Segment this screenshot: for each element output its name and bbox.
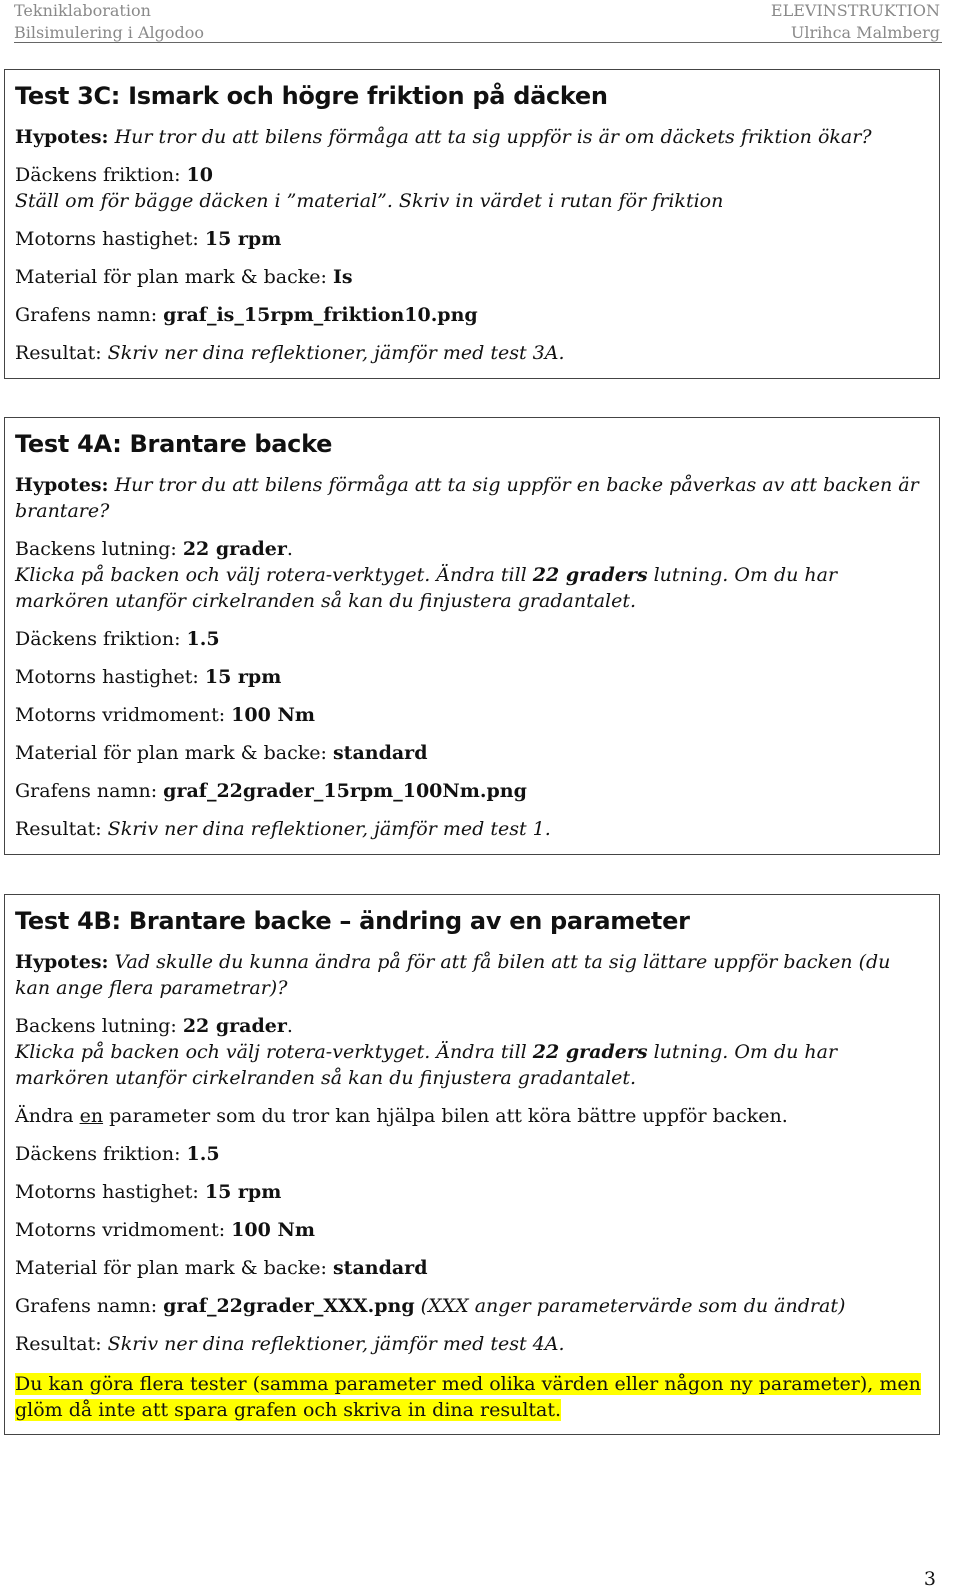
test-4b-highlight-note: Du kan göra flera tester (samma parameter med olika värden eller någon ny parameter), men glöm då inte att spara grafen och skriva in dina resultat. xyxy=(15,1373,921,1421)
test-3c-hastighet: Motorns hastighet: 15 rpm xyxy=(15,228,282,250)
header-subject: Bilsimulering i Algodoo xyxy=(14,23,205,42)
test-3c-title: Test 3C: Ismark och högre friktion på däcken xyxy=(15,82,608,110)
test-4b-vridmoment: Motorns vridmoment: 100 Nm xyxy=(15,1219,315,1241)
test-3c-instruction: Ställ om för bägge däcken i ”material”. Skriv in värdet i rutan för friktion xyxy=(15,190,724,212)
test-4b-box xyxy=(4,894,940,1435)
header-course: Tekniklaboration xyxy=(14,1,151,20)
test-4b-instruction: Klicka på backen och välj rotera-verktyget. Ändra till 22 graders lutning. Om du har markören utanför cirkelranden så kan du finjustera gradantalet. xyxy=(15,1041,838,1089)
test-4b-resultat: Resultat: Skriv ner dina reflektioner, jämför med test 4A. xyxy=(15,1333,565,1355)
test-4a-title: Test 4A: Brantare backe xyxy=(15,430,333,458)
test-4a-resultat: Resultat: Skriv ner dina reflektioner, jämför med test 1. xyxy=(15,818,551,840)
test-4b-title: Test 4B: Brantare backe – ändring av en parameter xyxy=(15,907,690,935)
test-4b-change-parameter: Ändra en parameter som du tror kan hjälpa bilen att köra bättre uppför backen. xyxy=(15,1105,788,1127)
page-number: 3 xyxy=(923,1568,936,1590)
test-4a-hastighet: Motorns hastighet: 15 rpm xyxy=(15,666,282,688)
test-4a-instruction: Klicka på backen och välj rotera-verktyget. Ändra till 22 graders lutning. Om du har markören utanför cirkelranden så kan du finjustera gradantalet. xyxy=(15,564,838,612)
header-author: Ulrihca Malmberg xyxy=(790,23,940,42)
test-3c-box xyxy=(4,69,940,379)
test-4b-graf: Grafens namn: graf_22grader_XXX.png (XXX anger parametervärde som du ändrat) xyxy=(15,1295,846,1317)
header-divider xyxy=(14,42,942,43)
header-doc-type: ELEVINSTRUKTION xyxy=(770,1,940,20)
test-4a-vridmoment: Motorns vridmoment: 100 Nm xyxy=(15,704,315,726)
test-3c-resultat: Resultat: Skriv ner dina reflektioner, jämför med test 3A. xyxy=(15,342,565,364)
test-4a-graf: Grafens namn: graf_22grader_15rpm_100Nm.png xyxy=(15,780,527,802)
test-3c-graf: Grafens namn: graf_is_15rpm_friktion10.png xyxy=(15,304,478,326)
test-4b-lutning: Backens lutning: 22 grader. xyxy=(15,1015,293,1037)
test-3c-friktion: Däckens friktion: 10 xyxy=(15,164,213,186)
test-4b-hastighet: Motorns hastighet: 15 rpm xyxy=(15,1181,282,1203)
test-4a-hypotes: Hypotes: Hur tror du att bilens förmåga att ta sig uppför en backe påverkas av att backen är brantare? xyxy=(15,474,919,522)
test-4b-hypotes: Hypotes: Vad skulle du kunna ändra på för att få bilen att ta sig lättare uppför backen (du kan ange flera parametrar)? xyxy=(15,951,891,999)
test-4b-friktion: Däckens friktion: 1.5 xyxy=(15,1143,220,1165)
header-right xyxy=(771,0,940,44)
test-3c-hypotes: Hypotes: Hur tror du att bilens förmåga att ta sig uppför is är om däckets friktion ökar? xyxy=(15,126,872,148)
test-4b-material: Material för plan mark & backe: standard xyxy=(15,1257,428,1279)
header-left xyxy=(14,0,204,44)
test-3c-material: Material för plan mark & backe: Is xyxy=(15,266,353,288)
test-4a-lutning: Backens lutning: 22 grader. xyxy=(15,538,293,560)
test-4a-box xyxy=(4,417,940,855)
test-4a-friktion: Däckens friktion: 1.5 xyxy=(15,628,220,650)
test-4a-material: Material för plan mark & backe: standard xyxy=(15,742,428,764)
